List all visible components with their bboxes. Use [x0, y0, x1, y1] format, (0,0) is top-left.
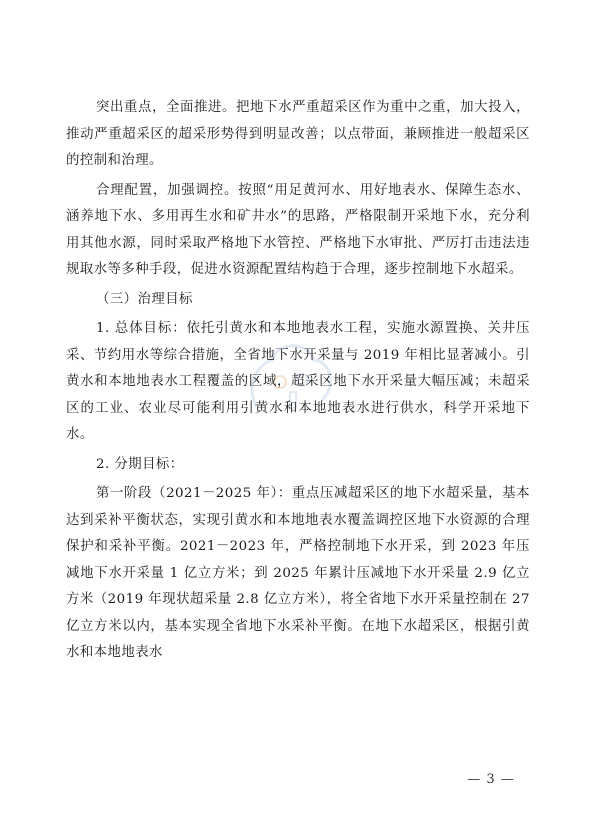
paragraph-rational-allocation: 合理配置，加强调控。按照“用足黄河水、用好地表水、保障生态水、涵养地下水、多用再生水和矿井水”的思路，严格限制开采地下水，充分利用其他水源，同时采取严格地下水管控、严格地下水审批、严厉打击违法违规取水等多种手段，促进水资源配置结构趋于合理，逐步控制地下水超采。: [66, 182, 530, 277]
page-number: — 3 —: [467, 772, 515, 787]
paragraph-key-focus: 突出重点，全面推进。把地下水严重超采区作为重中之重，加大投入，推动严重超采区的超采形势得到明显改善；以点带面，兼顾推进一般超采区的控制和治理。: [66, 100, 530, 168]
document-body: [66, 95, 530, 667]
paragraph-overall-target: 1. 总体目标：依托引黄水和本地地表水工程，实施水源置换、关井压采、节约用水等综合措施，全省地下水开采量与 2019 年相比显著减小。引黄水和本地地表水工程覆盖的区域，超采区地下水开采量大幅压减；未超采区的工业、农业尽可能利用引黄水和本地地表水进行供水，科学开采地下水。: [66, 321, 530, 442]
section-heading-governance-targets: （三）治理目标: [96, 291, 193, 307]
paragraph-first-phase: 第一阶段（2021－2025 年）：重点压减超采区的地下水超采量，基本达到采补平衡状态，实现引黄水和本地地表水覆盖调控区地下水资源的合理保护和采补平衡。2021－2023 年，严格控制地下水开采，到 2023 年压减地下水开采量 1 亿立方米；到 2025 年累计压减地下水开采量 2.9 亿立方米（2019 年现状超采量 2.8 亿立方米），将全省地下水开采量控制在 27 亿立方米以内，基本实现全省地下水采补平衡。在地下水超采区，根据引黄水和本地地表水: [66, 486, 530, 660]
paragraph-phased-targets-heading: 2. 分期目标：: [96, 456, 184, 472]
